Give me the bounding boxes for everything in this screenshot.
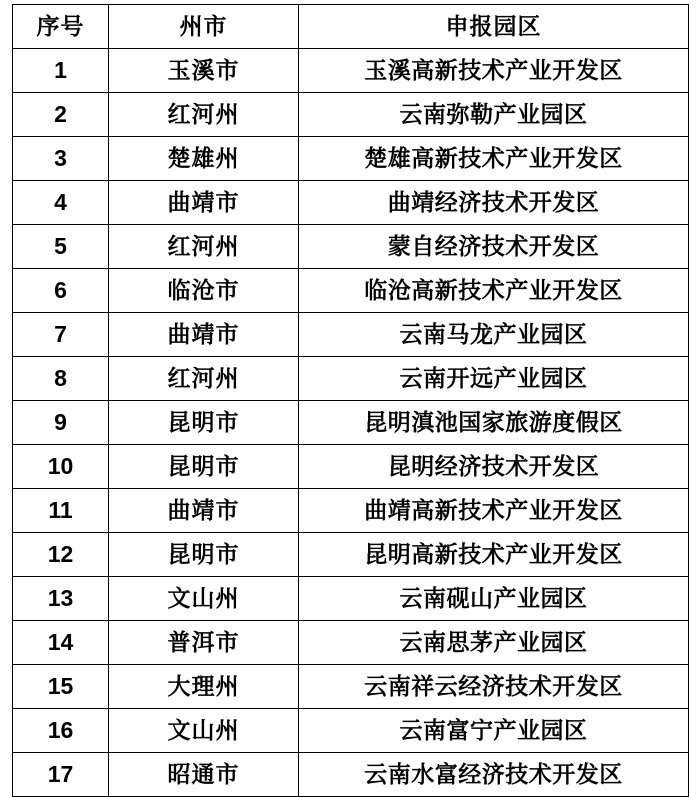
table-row — [13, 401, 689, 445]
table-row — [13, 445, 689, 489]
cell-city: 文山州 — [109, 709, 299, 753]
cell-park: 云南砚山产业园区 — [299, 577, 689, 621]
column-header-city: 州市 — [109, 5, 299, 49]
cell-index: 1 — [13, 49, 109, 93]
cell-park: 曲靖经济技术开发区 — [299, 181, 689, 225]
cell-park: 昆明经济技术开发区 — [299, 445, 689, 489]
cell-index: 3 — [13, 137, 109, 181]
table-row — [13, 489, 689, 533]
cell-city: 曲靖市 — [109, 181, 299, 225]
cell-index: 5 — [13, 225, 109, 269]
cell-city: 楚雄州 — [109, 137, 299, 181]
cell-index: 17 — [13, 753, 109, 797]
cell-index: 15 — [13, 665, 109, 709]
table-row — [13, 577, 689, 621]
cell-city: 昆明市 — [109, 533, 299, 577]
cell-index: 11 — [13, 489, 109, 533]
table-row — [13, 621, 689, 665]
cell-city: 文山州 — [109, 577, 299, 621]
cell-city: 昭通市 — [109, 753, 299, 797]
cell-city: 红河州 — [109, 225, 299, 269]
cell-city: 昆明市 — [109, 445, 299, 489]
table-row — [13, 181, 689, 225]
cell-city: 普洱市 — [109, 621, 299, 665]
cell-park: 云南思茅产业园区 — [299, 621, 689, 665]
table-row — [13, 269, 689, 313]
table-row — [13, 225, 689, 269]
cell-park: 临沧高新技术产业开发区 — [299, 269, 689, 313]
table-row — [13, 49, 689, 93]
cell-park: 蒙自经济技术开发区 — [299, 225, 689, 269]
table-row — [13, 357, 689, 401]
cell-park: 昆明滇池国家旅游度假区 — [299, 401, 689, 445]
cell-park: 云南马龙产业园区 — [299, 313, 689, 357]
cell-park: 曲靖高新技术产业开发区 — [299, 489, 689, 533]
cell-city: 大理州 — [109, 665, 299, 709]
cell-park: 云南水富经济技术开发区 — [299, 753, 689, 797]
column-header-index: 序号 — [13, 5, 109, 49]
table-row — [13, 533, 689, 577]
cell-index: 7 — [13, 313, 109, 357]
cell-city: 曲靖市 — [109, 489, 299, 533]
cell-city: 曲靖市 — [109, 313, 299, 357]
table-row — [13, 709, 689, 753]
cell-city: 昆明市 — [109, 401, 299, 445]
declared-parks-table — [12, 4, 689, 797]
cell-park: 昆明高新技术产业开发区 — [299, 533, 689, 577]
table-row — [13, 93, 689, 137]
cell-park: 玉溪高新技术产业开发区 — [299, 49, 689, 93]
table-row — [13, 665, 689, 709]
cell-index: 10 — [13, 445, 109, 489]
cell-index: 13 — [13, 577, 109, 621]
table-header-row — [13, 5, 689, 49]
cell-index: 6 — [13, 269, 109, 313]
cell-city: 玉溪市 — [109, 49, 299, 93]
cell-index: 9 — [13, 401, 109, 445]
cell-city: 临沧市 — [109, 269, 299, 313]
cell-index: 16 — [13, 709, 109, 753]
cell-park: 云南开远产业园区 — [299, 357, 689, 401]
cell-park: 云南富宁产业园区 — [299, 709, 689, 753]
cell-park: 云南祥云经济技术开发区 — [299, 665, 689, 709]
table-row — [13, 313, 689, 357]
cell-index: 2 — [13, 93, 109, 137]
cell-index: 4 — [13, 181, 109, 225]
column-header-park: 申报园区 — [299, 5, 689, 49]
cell-park: 云南弥勒产业园区 — [299, 93, 689, 137]
cell-index: 8 — [13, 357, 109, 401]
cell-index: 12 — [13, 533, 109, 577]
table-body — [13, 49, 689, 797]
table-row — [13, 753, 689, 797]
cell-city: 红河州 — [109, 357, 299, 401]
cell-city: 红河州 — [109, 93, 299, 137]
cell-park: 楚雄高新技术产业开发区 — [299, 137, 689, 181]
cell-index: 14 — [13, 621, 109, 665]
table-row — [13, 137, 689, 181]
table-header — [13, 5, 689, 49]
